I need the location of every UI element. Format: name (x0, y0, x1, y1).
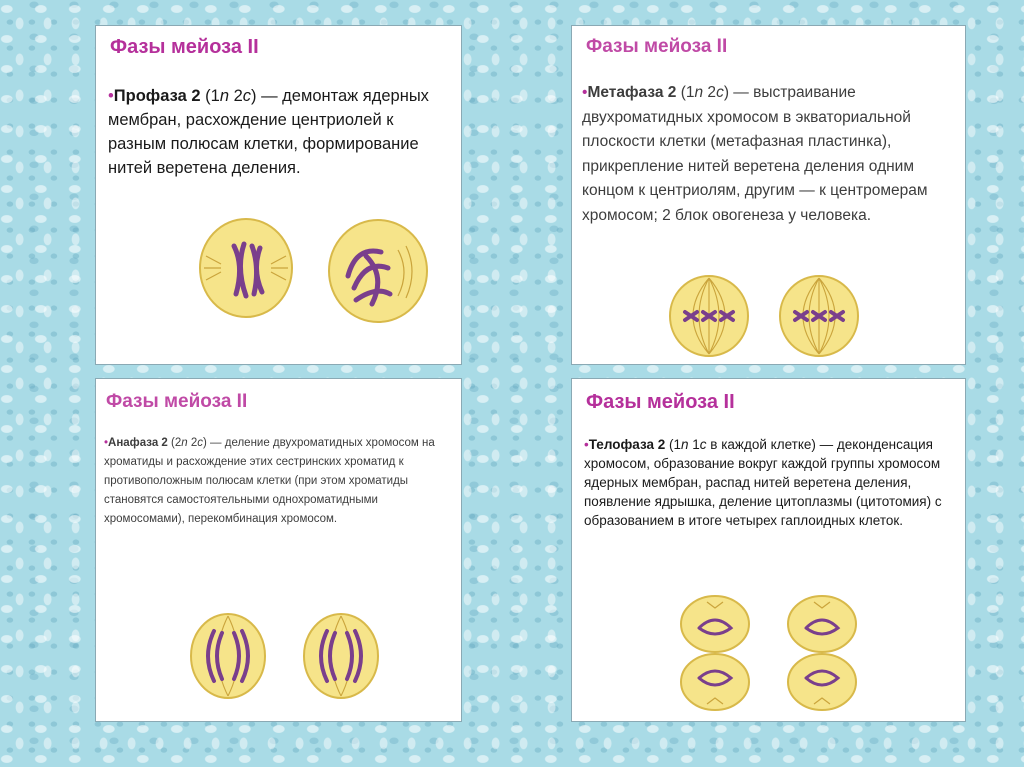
telophase-cell-illustration-2 (784, 594, 864, 714)
panel-anaphase-2 (95, 378, 462, 722)
panel-title: Фазы мейоза II (110, 36, 259, 58)
phase-description: — выстраивание двухроматидных хромосом в экваториальной плоскости клетки (метафазная пластинка), прикрепление нитей веретена деления одним концом к центриолям, другим — к центромерам хромосом; 2 блок овогенеза у человека. (582, 84, 928, 224)
phase-description: — деление двухроматидных хромосом на хроматиды и расхождение этих сестринских хроматид к противоположным полюсам клетки (при этом хроматиды становятся самостоятельными однохроматидными хромосомами), перекомбинация хромосом. (104, 437, 435, 525)
metaphase-cell-illustration-2 (777, 274, 862, 359)
panel-title: Фазы мейоза II (106, 391, 248, 412)
panel-prophase-2 (95, 25, 462, 365)
phase-name: Анафаза 2 (108, 437, 168, 449)
phase-text: •Метафаза 2 (1n 2c) — выстраивание двухроматидных хромосом в экваториальной плоскости клетки (метафазная пластинка), прикрепление нитей веретена деления одним концом к центриолям, другим — к центромерам хромосом; 2 блок овогенеза у человека. (582, 84, 928, 224)
bullet-icon: • (582, 84, 588, 101)
prophase-cell-illustration-2 (326, 216, 431, 326)
phase-name: Профаза 2 (113, 87, 201, 105)
panel-title: Фазы мейоза II (586, 36, 728, 57)
telophase-cell-illustration-1 (677, 594, 757, 714)
anaphase-cell-illustration-1 (188, 611, 268, 701)
panel-title: Фазы мейоза II (586, 391, 735, 413)
metaphase-cell-illustration-1 (667, 274, 752, 359)
phase-text: •Телофаза 2 (1n 1c в каждой клетке) — деконденсация хромосом, образование вокруг каждой группы хромосом ядерных мембран, распад нитей веретена деления, появление ядрышка, деление цитоплазмы (цитотомия) с образованием в итоге четырех гаплоидных клеток. (584, 437, 942, 528)
bullet-icon: • (108, 87, 114, 105)
phase-description: — демонтаж ядерных мембран, расхождение центриолей к разным полюсам клетки, формирование нитей веретена деления. (108, 87, 429, 177)
phase-description: — деконденсация хромосом, образование вокруг каждой группы хромосом ядерных мембран, распад нитей веретена деления, появление ядрышка, деление цитоплазмы (цитотомия) с образованием в итоге четырех гаплоидных клеток. (584, 437, 942, 528)
bullet-icon: • (584, 437, 589, 452)
panel-metaphase-2 (571, 25, 966, 365)
panel-telophase-2 (571, 378, 966, 722)
prophase-cell-illustration-1 (196, 216, 296, 321)
bullet-icon: • (104, 437, 109, 449)
phase-name: Телофаза 2 (588, 437, 666, 452)
phase-text: •Профаза 2 (1n 2c) — демонтаж ядерных мембран, расхождение центриолей к разным полюсам клетки, формирование нитей веретена деления. (108, 87, 429, 177)
phase-text: •Анафаза 2 (2n 2c) — деление двухроматидных хромосом на хроматиды и расхождение этих сестринских хроматид к противоположным полюсам клетки (при этом хроматиды становятся самостоятельными однохроматидными хромосомами), перекомбинация хромосом. (104, 437, 435, 525)
anaphase-cell-illustration-2 (301, 611, 381, 701)
phase-name: Метафаза 2 (587, 84, 677, 101)
